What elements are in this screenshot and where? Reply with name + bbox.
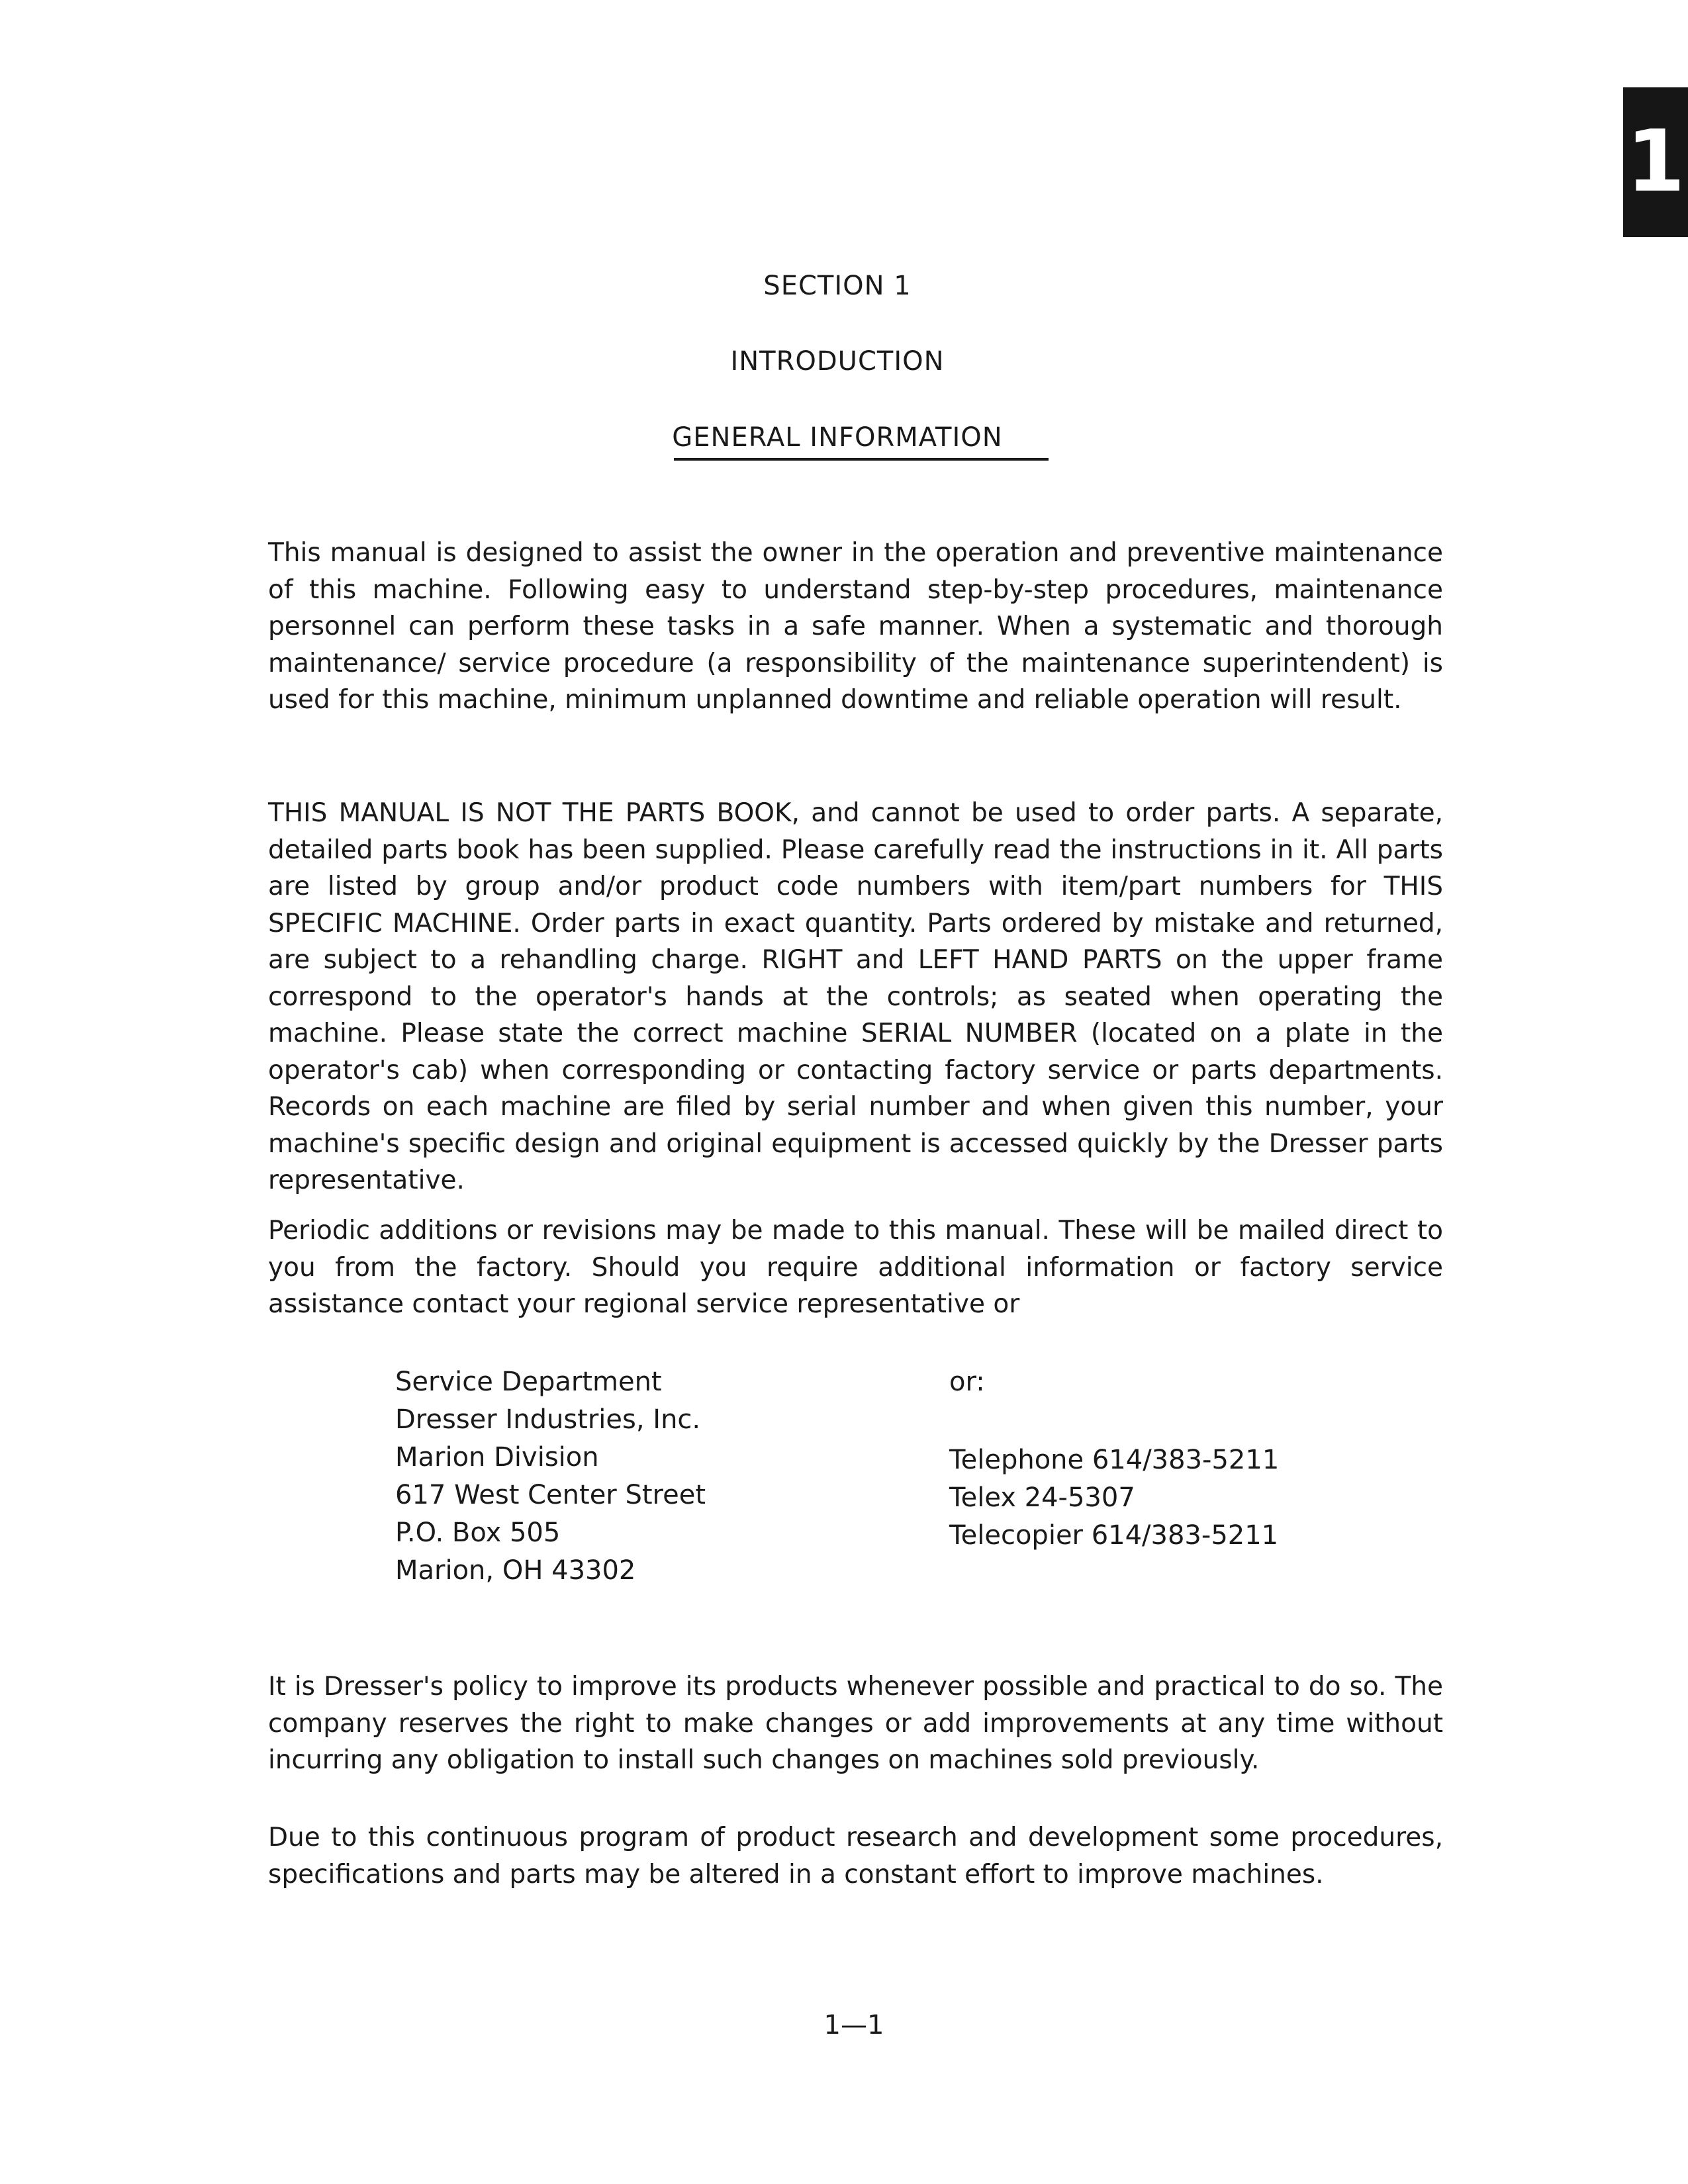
address-line-department: Service Department (395, 1367, 662, 1397)
contact-or-label: or: (949, 1367, 985, 1397)
general-information-title: GENERAL INFORMATION (672, 422, 1003, 453)
contact-telecopier: Telecopier 614/383-5211 (949, 1520, 1279, 1551)
section-title: SECTION 1 (763, 271, 912, 301)
contact-telex: Telex 24-5307 (949, 1482, 1135, 1513)
address-line-street: 617 West Center Street (395, 1480, 706, 1510)
paragraph-parts-book: THIS MANUAL IS NOT THE PARTS BOOK, and cannot be used to order parts. A separate, detailed parts book has been supplied. Please carefully read the instructions in it. All parts are listed by group and/or product code numbers with item/part numbers for THIS SPECIFIC MACHINE. Order parts in exact quantity. Parts ordered by mistake and returned, are subject to a rehandling charge. RIGHT and LEFT HAND PARTS on the upper frame correspond to the operator's hands at the controls; as seated when operating the machine. Please state the correct machine SERIAL NUMBER (located on a plate in the operator's cab) when corresponding or contacting factory service or parts departments. Records on each machine are filed by serial number and when given this number, your machine's specific design and original equipment is accessed quickly by the Dresser parts representative. (268, 798, 1443, 1195)
introduction-title: INTRODUCTION (730, 346, 945, 377)
section-tab-marker: 1 (1623, 87, 1688, 237)
paragraph-research: Due to this continuous program of product research and development some procedures, specifications and parts may be altered in a constant effort to improve machines. (268, 1823, 1443, 1889)
paragraph-revisions: Periodic additions or revisions may be made to this manual. These will be mailed direct to you from the factory. Should you require additional information or factory service assistance contact your regional service representative or (268, 1216, 1443, 1319)
address-line-company: Dresser Industries, Inc. (395, 1404, 701, 1435)
address-line-city: Marion, OH 43302 (395, 1555, 636, 1586)
paragraph-purpose: This manual is designed to assist the owner in the operation and preventive maintenance of this machine. Following easy to understand step-by-step procedures, maintenance personnel can perform these tasks in a safe manner. When a systematic and thorough maintenance/ service procedure (a responsibility of the maintenance superintendent) is used for this machine, minimum unplanned downtime and reliable operation will result. (268, 538, 1443, 715)
address-line-po-box: P.O. Box 505 (395, 1518, 561, 1548)
page-number: 1—1 (823, 2010, 884, 2040)
contact-telephone: Telephone 614/383-5211 (949, 1445, 1280, 1475)
address-line-division: Marion Division (395, 1442, 599, 1473)
heading-underline (674, 458, 1049, 461)
paragraph-policy: It is Dresser's policy to improve its products whenever possible and practical to do so. The company reserves the right to make changes or add improvements at any time without incurring any obligation to install such changes on machines sold previously. (268, 1672, 1443, 1775)
